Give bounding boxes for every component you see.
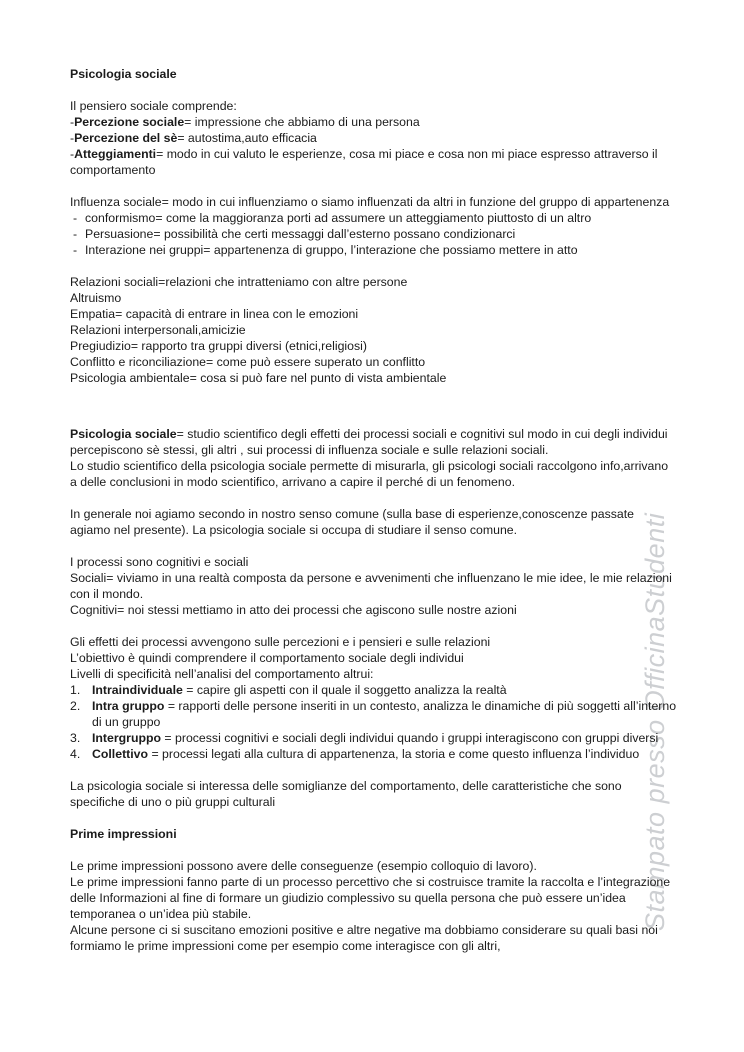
numbered-list-livelli — [70, 682, 677, 762]
list-number: 3. — [70, 731, 81, 745]
text-line: Lo studio scientifico della psicologia sociale permette di misurarla, gli psicologi sociali raccolgono info,arrivano a delle conclusioni in modo scientifico, arrivano a capire il perché di un fenomeno. — [70, 459, 669, 489]
list-item-text: Interazione nei gruppi= appartenenza di gruppo, l’interazione che possiamo mettere in atto — [85, 243, 578, 257]
text-line: L’obiettivo è quindi comprendere il comportamento sociale degli individui — [70, 651, 464, 665]
list-item — [70, 226, 677, 242]
paragraph-definizione — [70, 426, 677, 490]
paragraph-processi — [70, 554, 677, 618]
text-line: Il pensiero sociale comprende: — [70, 99, 237, 113]
list-item — [70, 210, 677, 226]
paragraph-pensiero-sociale — [70, 98, 677, 178]
text-line: Relazioni interpersonali,amicizie — [70, 323, 246, 337]
bold-term: Collettivo — [92, 747, 149, 761]
text-line: Psicologia ambientale= cosa si può fare nel punto di vista ambientale — [70, 371, 447, 385]
paragraph-influenza-sociale — [70, 194, 677, 258]
definition-text: = capire gli aspetti con il quale il soggetto analizza la realtà — [182, 683, 507, 697]
numbered-list-item — [70, 682, 677, 698]
heading-prime-impressioni: Prime impressioni — [70, 827, 177, 841]
definition-text: = modo in cui valuto le esperienze, cosa mi piace e cosa non mi piace espresso attraverso il comportamento — [70, 147, 658, 177]
bold-term: Atteggiamenti — [74, 147, 157, 161]
dash-marker: - — [70, 147, 75, 161]
list-item-text: Persuasione= possibilità che certi messaggi dall’esterno possano condizionarci — [85, 227, 516, 241]
text-line: Gli effetti dei processi avvengono sulle percezioni e i pensieri e sulle relazioni — [70, 635, 491, 649]
definition-text: = processi cognitivi e sociali degli individui quando i gruppi interagiscono con gruppi diversi — [161, 731, 659, 745]
list-item-text: conformismo= come la maggioranza porti ad assumere un atteggiamento piuttosto di un altro — [85, 211, 592, 225]
definition-text: = processi legati alla cultura di appartenenza, la storia e come questo influenza l’individuo — [148, 747, 640, 761]
list-number: 1. — [70, 683, 81, 697]
list-item-text — [92, 698, 677, 730]
list-number: 2. — [70, 699, 81, 713]
dash-bullet: - — [73, 243, 78, 257]
text-line: Alcune persone ci si suscitano emozioni positive e altre negative ma dobbiamo considerare su quali basi noi formiamo le prime impressioni come per esempio come interagisce con gli altri, — [70, 923, 658, 953]
text-line: I processi sono cognitivi e sociali — [70, 555, 249, 569]
text-line: Pregiudizio= rapporto tra gruppi diversi (etnici,religiosi) — [70, 339, 367, 353]
definition-line — [70, 114, 677, 130]
watermark: Stampato presso OfficinaStudenti — [640, 512, 670, 931]
numbered-list-item — [70, 730, 677, 746]
paragraph-senso-comune: In generale noi agiamo secondo in nostro senso comune (sulla base di esperienze,conoscenze passate agiamo nel presente). La psicologia sociale si occupa di studiare il senso comune. — [70, 507, 634, 537]
bold-term: Intergruppo — [92, 731, 161, 745]
definition-line — [70, 130, 677, 146]
heading-psicologia-sociale: Psicologia sociale — [70, 67, 177, 81]
text-line: Altruismo — [70, 291, 122, 305]
list-number: 4. — [70, 747, 81, 761]
definition-text: = autostima,auto efficacia — [177, 131, 317, 145]
text-line: Influenza sociale= modo in cui influenziamo o siamo influenzati da altri in funzione del gruppo di appartenenza — [70, 195, 670, 209]
list-item-text — [92, 746, 677, 762]
list-item-text — [92, 682, 677, 698]
text-line: Relazioni sociali=relazioni che intratteniamo con altre persone — [70, 275, 408, 289]
text-line: Le prime impressioni possono avere delle conseguenze (esempio colloquio di lavoro). — [70, 859, 537, 873]
paragraph-relazioni — [70, 274, 677, 386]
text-line: Livelli di specificità nell’analisi del comportamento altrui: — [70, 667, 374, 681]
definition-line — [70, 426, 677, 458]
document-content — [70, 66, 677, 970]
text-line: Sociali= viviamo in una realtà composta da persone e avvenimenti che influenzano le mie idee, le mie relazioni con il mondo. — [70, 571, 672, 601]
definition-text: = impressione che abbiamo di una persona — [184, 115, 420, 129]
text-line: Conflitto e riconciliazione= come può essere superato un conflitto — [70, 355, 426, 369]
bold-term: Intraindividuale — [92, 683, 183, 697]
paragraph-somiglianze: La psicologia sociale si interessa delle somiglianze del comportamento, delle caratteristiche che sono specifiche di uno o più gruppi culturali — [70, 779, 622, 809]
dash-marker: - — [70, 131, 75, 145]
dash-bullet: - — [73, 211, 78, 225]
definition-text: = studio scientifico degli effetti dei processi sociali e cognitivi sul modo in cui degli individui percepiscono sè stessi, gli altri , sui processi di influenza sociale e sulle relazioni sociali. — [70, 427, 668, 457]
text-line: Empatia= capacità di entrare in linea con le emozioni — [70, 307, 359, 321]
bold-term: Psicologia sociale — [70, 427, 177, 441]
list-item-text — [92, 730, 677, 746]
bold-term: Percezione del sè — [74, 131, 178, 145]
paragraph-effetti — [70, 634, 677, 682]
dash-bullet: - — [73, 227, 78, 241]
numbered-list-item — [70, 746, 677, 762]
definition-text: = rapporti delle persone inseriti in un contesto, analizza le dinamiche di più soggetti all’interno di un gruppo — [92, 699, 677, 729]
dash-marker: - — [70, 115, 75, 129]
list-item — [70, 242, 677, 258]
numbered-list-item — [70, 698, 677, 730]
bold-term: Intra gruppo — [92, 699, 165, 713]
text-line: Cognitivi= noi stessi mettiamo in atto dei processi che agiscono sulle nostre azioni — [70, 603, 517, 617]
text-line: Le prime impressioni fanno parte di un processo percettivo che si costruisce tramite la raccolta e l’integrazione delle Informazioni al fine di formare un giudizio complessivo su quella persona che può essere un’idea temporanea o un’idea più stabile. — [70, 875, 671, 921]
definition-line — [70, 146, 677, 178]
paragraph-prime-impressioni — [70, 858, 677, 954]
bold-term: Percezione sociale — [74, 115, 185, 129]
